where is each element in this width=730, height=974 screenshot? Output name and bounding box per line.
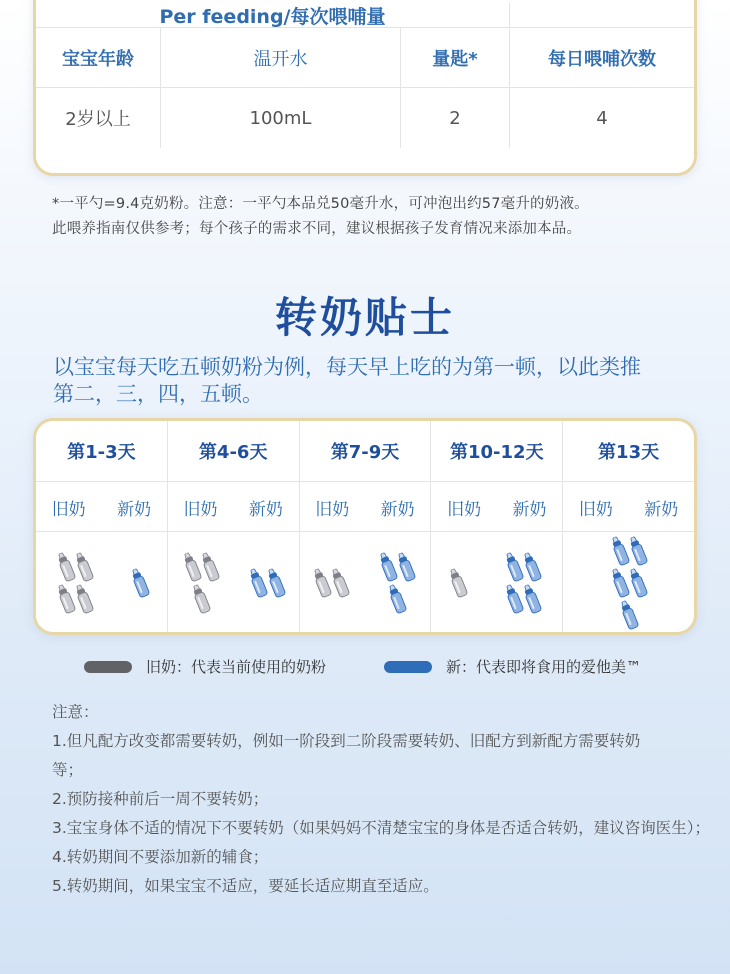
old-milk-label: 旧奶 (51, 499, 86, 520)
old-milk-bottle-icon (446, 566, 470, 599)
day-4-6: 第4-6天 (167, 421, 299, 481)
page-title: 转奶贴士 (274, 293, 455, 342)
old-milk-label: 旧奶 (578, 499, 613, 520)
old-milk-label: 旧奶 (447, 499, 482, 520)
new-bottle-group (130, 568, 150, 598)
attention-item-1: 1.但凡配方改变都需要转奶，例如一阶段到二阶段需要转奶、旧配方到新配方需要转奶 (52, 732, 641, 750)
feeding-column-row (36, 27, 694, 88)
attention-item-3: 3.宝宝身体不适的情况下不要转奶（如果妈妈不清楚宝宝的身体是否适合转奶，建议咨询医生）； (52, 819, 711, 837)
new-milk-label: 新奶 (248, 499, 283, 520)
attention-item-4: 4.转奶期间不要添加新的辅食； (52, 848, 269, 866)
column-header-scoops: 量匙* (400, 28, 509, 88)
new-bottle-group (375, 552, 419, 614)
legend-old-text: 旧奶：代表当前使用的奶粉 (146, 658, 327, 676)
feeding-table (33, 0, 697, 176)
old-bottle-group (179, 552, 223, 614)
bottle-cell (167, 532, 299, 633)
new-milk-swatch (384, 661, 432, 673)
new-bottle-group (247, 568, 287, 598)
column-header-water: 温开水 (160, 28, 400, 88)
legend-old (84, 656, 326, 677)
day-1-3: 第1-3天 (67, 442, 136, 463)
old-milk-label: 旧奶 (183, 499, 218, 520)
old-bottle-group (311, 568, 351, 598)
bottle-cell (430, 532, 562, 633)
feeding-header-row (36, 3, 694, 27)
legend-new-text: 新：代表即将食用的爱他美™ (446, 658, 642, 676)
new-milk-bottle-icon (385, 582, 409, 615)
cell-times: 4 (509, 88, 694, 148)
bottle-cell (299, 532, 431, 633)
legend-new (384, 656, 641, 677)
old-bottle-group (53, 552, 97, 614)
milk-type-row (36, 481, 694, 532)
old-bottle-group (448, 568, 468, 598)
attention-item-5: 5.转奶期间，如果宝宝不适应，要延长适应期直至适应。 (52, 877, 439, 895)
day-row (36, 421, 694, 481)
bottle-cell (562, 532, 694, 633)
old-milk-swatch (84, 661, 132, 673)
cell-scoops: 2 (400, 88, 509, 148)
attention-item-2: 2.预防接种前后一周不要转奶； (52, 790, 269, 808)
attention-title: 注意： (52, 703, 99, 721)
lead-line-2: 第二，三，四，五顿。 (53, 382, 263, 406)
new-milk-label: 新奶 (117, 499, 152, 520)
new-milk-label: 新奶 (644, 499, 679, 520)
table-row (36, 87, 694, 148)
new-milk-bottle-icon (128, 566, 152, 599)
new-milk-label: 新奶 (380, 499, 415, 520)
old-milk-label: 旧奶 (315, 499, 350, 520)
guide-note: 此喂养指南仅供参考；每个孩子的需求不同，建议根据孩子发育情况来添加本品。 (52, 221, 582, 237)
new-bottle-group (607, 536, 651, 630)
feeding-header: Per feeding/每次喂哺量 (159, 5, 386, 28)
bottle-row (36, 531, 694, 633)
new-milk-label: 新奶 (512, 499, 547, 520)
day-13: 第13天 (562, 421, 694, 481)
transition-schedule (33, 418, 697, 635)
old-milk-bottle-icon (189, 582, 213, 615)
day-10-12: 第10-12天 (430, 421, 562, 481)
column-header-times: 每日喂哺次数 (509, 28, 694, 88)
cell-water: 100mL (160, 88, 400, 148)
new-milk-bottle-icon (616, 598, 640, 631)
lead-line-1: 以宝宝每天吃五顿奶粉为例，每天早上吃的为第一顿，以此类推 (53, 355, 641, 379)
column-header-age: 宝宝年龄 (62, 49, 134, 70)
new-bottle-group (501, 552, 545, 614)
cell-age: 2岁以上 (65, 109, 131, 130)
bottle-cell (36, 532, 167, 633)
attention-item-1-cont: 等； (52, 761, 84, 779)
day-7-9: 第7-9天 (299, 421, 431, 481)
scoop-note: *一平勺=9.4克奶粉。注意：一平勺本品兑50毫升水，可冲泡出约57毫升的奶液。 (52, 196, 589, 212)
